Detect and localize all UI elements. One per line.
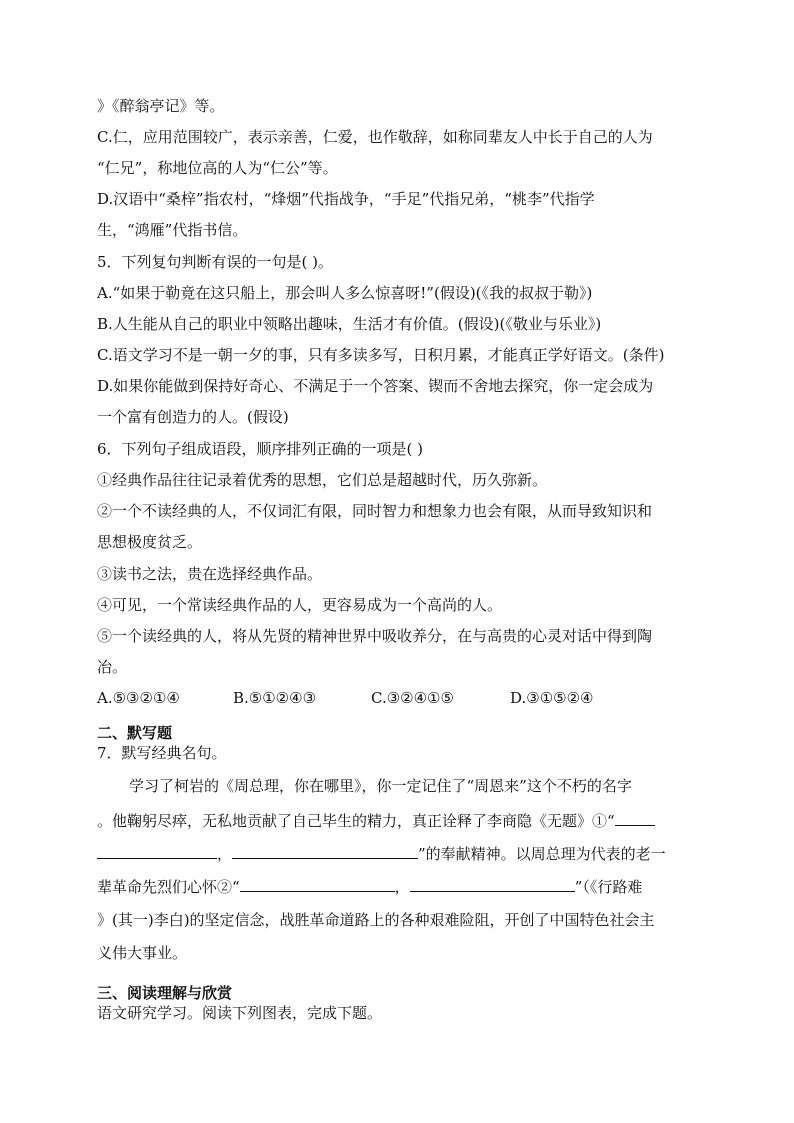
text-line: 冶。: [97, 658, 128, 676]
q6-sentence-1: ①经典作品往往记录着优秀的思想，它们总是超越时代，历久弥新。: [97, 471, 548, 489]
text-segment: ”的奉献精神。以周总理为代表的老一: [418, 845, 666, 863]
text-segment: ，: [394, 878, 410, 896]
text-line: 》《醉翁亭记》等。: [97, 97, 225, 115]
question-6: 6．下列句子组成语段，顺序排列正确的一项是( ): [97, 440, 424, 458]
q6-options: [97, 688, 697, 708]
q6-option-c: C.③②④①⑤: [371, 689, 454, 707]
answer-blank-1a[interactable]: [615, 811, 655, 826]
q5-option-c: C.语文学习不是一朝一夕的事，只有多读多写，日积月累，才能真正学好语文。(条件): [97, 346, 665, 364]
q6-option-d: D.③①⑤②④: [510, 689, 594, 707]
section-3-heading: 三、阅读理解与欣赏: [97, 984, 233, 1002]
text-line: 义伟大事业。: [97, 944, 188, 962]
question-7: 7．默写经典名句。: [97, 744, 227, 762]
text-line: 》(其一)李白)的坚定信念，战胜革命道路上的各种艰难险阻，开创了中国特色社会主: [97, 911, 655, 929]
q5-option-b: B.人生能从自己的职业中领略出趣味，生活才有价值。(假设)(《敬业与乐业》): [97, 315, 602, 333]
q6-option-a: A.⑤③②①④: [97, 689, 180, 707]
text-line: 生，“鸿雁”代指书信。: [97, 221, 248, 239]
text-segment: 。他鞠躬尽瘁，无私地贡献了自己毕生的精力，真正诠释了李商隐《无题》①“: [97, 812, 615, 830]
option-c-line: C.仁，应用范围较广，表示亲善，仁爱，也作敬辞，如称同辈友人中长于自己的人为: [97, 128, 653, 146]
text-line: 思想极度贫乏。: [97, 533, 203, 551]
text-line: 一个富有创造力的人。(假设): [97, 408, 289, 426]
q6-sentence-4: ④可见，一个常读经典作品的人，更容易成为一个高尚的人。: [97, 596, 503, 614]
question-5: 5．下列复句判断有误的一句是( )。: [97, 253, 334, 271]
section-3-intro: 语文研究学习。阅读下列图表，完成下题。: [97, 1004, 383, 1022]
option-d-line: D.汉语中“桑梓”指农村，“烽烟”代指战争，“手足”代指兄弟，“桃李”代指学: [97, 190, 595, 208]
fill-line-3: [97, 877, 697, 897]
fill-line-1: [97, 811, 697, 831]
text-segment: ”（《行路难: [574, 878, 643, 896]
answer-blank-1c[interactable]: [232, 844, 418, 859]
answer-blank-2a[interactable]: [240, 877, 395, 892]
answer-blank-1b[interactable]: [97, 844, 217, 859]
fill-line-2: [97, 844, 697, 864]
section-2-heading: 二、默写题: [97, 724, 173, 742]
text-line: “仁兄”，称地位高的人为“仁公”等。: [97, 159, 338, 177]
text-segment: 辈革命先烈们心怀②“: [97, 878, 240, 896]
text-segment: ，: [217, 845, 233, 863]
q6-sentence-2: ②一个不读经典的人，不仅词汇有限，同时智力和想象力也会有限，从而导致知识和: [97, 502, 653, 520]
text-line: 学习了柯岩的《周总理，你在哪里》，你一定记住了“周恩来”这个不朽的名字: [129, 777, 632, 795]
q5-option-a: A.“如果于勒竟在这只船上，那会叫人多么惊喜呀!”(假设)(《我的叔叔于勒》): [97, 284, 593, 302]
q6-sentence-5: ⑤一个读经典的人，将从先贤的精神世界中吸收养分，在与高贵的心灵对话中得到陶: [97, 627, 653, 645]
q6-option-b: B.⑤①②④③: [233, 689, 317, 707]
q5-option-d: D.如果你能做到保持好奇心、不满足于一个答案、锲而不舍地去探究，你一定会成为: [97, 377, 654, 395]
answer-blank-2b[interactable]: [410, 877, 575, 892]
q6-sentence-3: ③读书之法，贵在选择经典作品。: [97, 565, 323, 583]
